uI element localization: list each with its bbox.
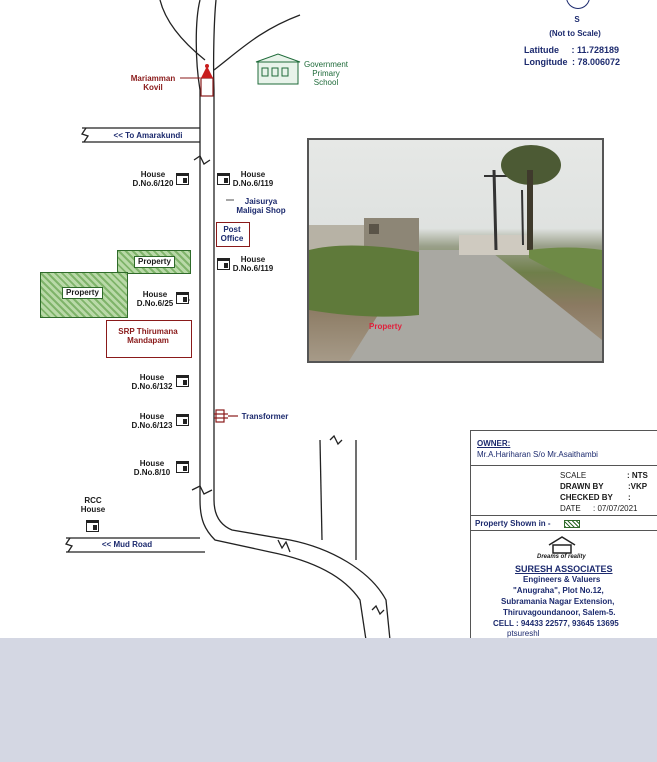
footer-overlay bbox=[0, 638, 657, 762]
rcc-house-label: RCC House bbox=[80, 496, 106, 514]
scale-value: : NTS bbox=[627, 471, 648, 480]
house-right-2: House D.No.6/119 bbox=[232, 255, 274, 273]
compass-letter: S bbox=[574, 15, 580, 24]
address-line-1: "Anugraha", Plot No.12, bbox=[513, 586, 604, 595]
house-icon bbox=[217, 258, 230, 270]
latitude-value: : 11.728189 bbox=[571, 45, 620, 55]
house-icon bbox=[176, 173, 189, 185]
house-icon bbox=[176, 461, 189, 473]
drawn-label: DRAWN BY bbox=[560, 482, 604, 491]
school-label: Government Primary School bbox=[303, 60, 349, 87]
transformer-label: Transformer bbox=[241, 412, 289, 421]
latitude-label: Latitude bbox=[524, 45, 559, 55]
house-left-3: House D.No.6/132 bbox=[131, 373, 173, 391]
house-icon bbox=[176, 414, 189, 426]
cell-numbers: CELL : 94433 22577, 93645 13695 bbox=[493, 619, 619, 628]
house-left-1: House D.No.6/120 bbox=[132, 170, 174, 188]
mud-road-label: << Mud Road bbox=[101, 540, 153, 549]
email-fragment: ptsureshl bbox=[507, 629, 540, 638]
date-label: DATE bbox=[560, 504, 581, 513]
hatch-swatch-icon bbox=[564, 520, 580, 528]
house-icon bbox=[176, 375, 189, 387]
longitude-label: Longitude bbox=[524, 57, 568, 67]
company-logo-icon bbox=[547, 535, 577, 555]
scale-note: (Not to Scale) bbox=[549, 29, 601, 38]
address-line-2: Subramania Nagar Extension, bbox=[501, 597, 615, 606]
post-office-label: Post Office bbox=[220, 225, 244, 243]
divider bbox=[471, 465, 657, 466]
longitude-row bbox=[524, 57, 620, 67]
photo-scene bbox=[309, 140, 602, 361]
title-block bbox=[470, 430, 657, 639]
house-left-2: House D.No.6/25 bbox=[136, 290, 174, 308]
to-amarakundi-label: << To Amarakundi bbox=[113, 131, 183, 140]
school-icon bbox=[256, 54, 300, 84]
owner-label: OWNER: bbox=[477, 439, 511, 448]
divider bbox=[471, 515, 657, 516]
mandapam-label: SRP Thirumana Mandapam bbox=[118, 327, 178, 345]
photo-property-tag: Property bbox=[369, 322, 402, 331]
house-icon bbox=[176, 292, 189, 304]
longitude-value: : 78.006072 bbox=[572, 57, 621, 67]
property-tag-left: Property bbox=[62, 287, 103, 299]
site-photo bbox=[307, 138, 604, 363]
drawn-value: :VKP bbox=[628, 482, 648, 491]
house-left-4: House D.No.6/123 bbox=[131, 412, 173, 430]
house-icon bbox=[217, 173, 230, 185]
scale-label: SCALE bbox=[560, 471, 587, 480]
owner-name: Mr.A.Hariharan S/o Mr.Asaithambi bbox=[477, 450, 598, 459]
temple-icon bbox=[180, 64, 213, 96]
property-shown-label: Property Shown in - bbox=[475, 519, 551, 528]
temple-label: Mariamman Kovil bbox=[130, 74, 176, 92]
company-sub: Engineers & Valuers bbox=[523, 575, 601, 584]
house-left-5: House D.No.8/10 bbox=[133, 459, 171, 477]
checked-label: CHECKED BY bbox=[560, 493, 613, 502]
house-icon bbox=[86, 520, 99, 532]
latitude-row bbox=[524, 45, 619, 55]
date-value: : 07/07/2021 bbox=[593, 504, 638, 513]
shop-label: Jaisurya Maligai Shop bbox=[236, 197, 286, 215]
checked-value: : bbox=[628, 493, 631, 502]
house-right-1: House D.No.6/119 bbox=[232, 170, 274, 188]
company-name: SURESH ASSOCIATES bbox=[515, 564, 613, 574]
divider bbox=[471, 530, 657, 531]
property-tag-upper: Property bbox=[134, 256, 175, 268]
tagline: Dreams of reality bbox=[537, 554, 586, 560]
address-line-3: Thiruvagoundanoor, Salem-5. bbox=[503, 608, 616, 617]
